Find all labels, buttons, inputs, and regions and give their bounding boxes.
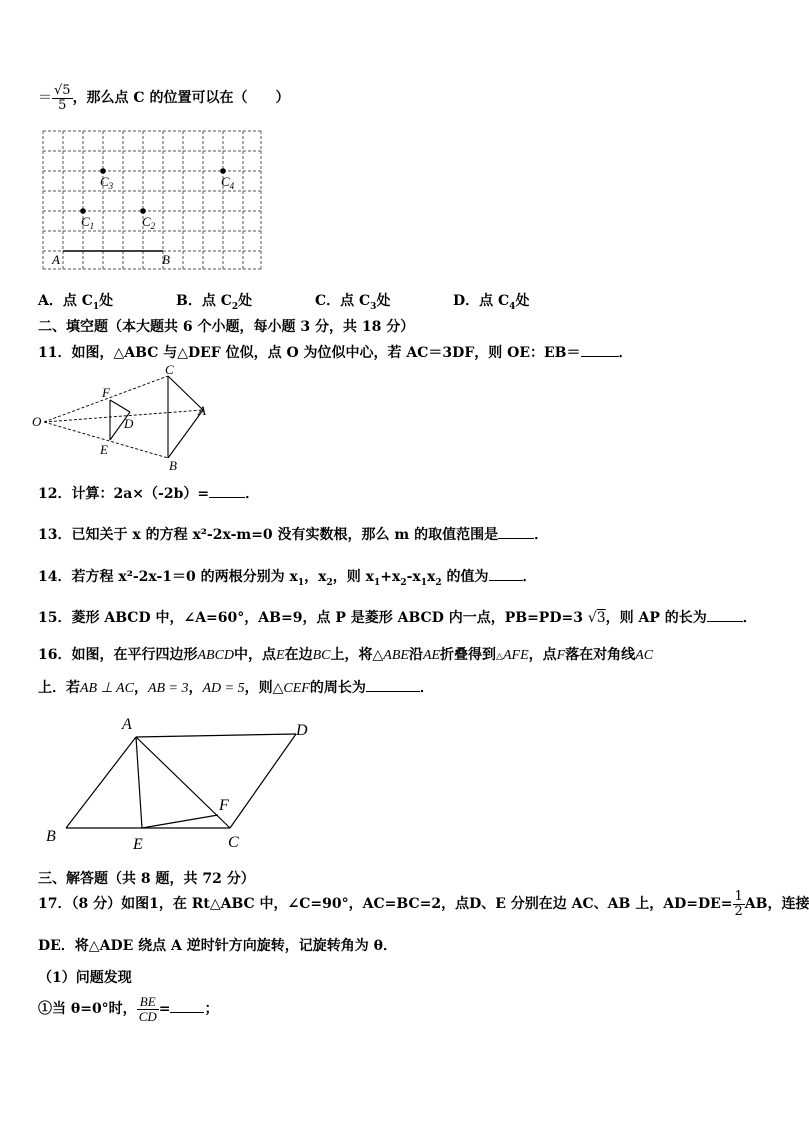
q17-item-1: ①当 θ=0°时， $\frac{BE}{CD}$ = ； xyxy=(38,994,219,1024)
point-c3 xyxy=(100,168,106,174)
answer-blank[interactable] xyxy=(489,580,523,581)
label-c3: $C_3$ xyxy=(100,174,114,191)
label-c: C xyxy=(165,362,174,377)
answer-blank[interactable] xyxy=(498,538,534,539)
q11-figure xyxy=(30,362,220,474)
label-a: A xyxy=(52,252,60,267)
q16-line-2: 上．若AB ⊥ AC，AB = 3，AD = 5，则△CEF的周长为 ． xyxy=(38,680,434,696)
equals-sign: ＝ xyxy=(38,90,52,107)
q17-line-1: 17．（8 分）如图1，在 Rt△ABC 中，∠C=90°，AC=BC=2，点D、E 分别在边 AC、AB 上，AD=DE= $\frac{1}{2}$ AB，连接 xyxy=(38,889,809,919)
point-c2 xyxy=(140,208,146,214)
option-d[interactable]: D．点 $C_4$处 xyxy=(453,293,530,312)
label-c: C xyxy=(228,834,239,851)
section-2-heading: 二、填空题（本大题共 6 个小题，每小题 3 分，共 18 分） xyxy=(38,319,415,335)
q17-part-1: （1）问题发现 xyxy=(38,970,132,986)
label-f: F xyxy=(219,797,229,814)
label-e: E xyxy=(100,442,108,457)
answer-blank[interactable] xyxy=(366,691,420,692)
label-b: B xyxy=(46,828,56,845)
label-c4: $C_4$ xyxy=(221,174,235,191)
label-f: F xyxy=(102,385,110,400)
answer-blank[interactable] xyxy=(581,356,619,357)
answer-blank[interactable] xyxy=(209,497,245,498)
answer-blank[interactable] xyxy=(170,1012,204,1013)
q17-line-2: DE．将△ADE 绕点 A 逆时针方向旋转，记旋转角为 θ． xyxy=(38,938,397,954)
be-over-cd-fraction: $\frac{BE}{CD}$ xyxy=(138,994,157,1024)
q15-text: 15．菱形 ABCD 中，∠A=60°，AB=9，点 P 是菱形 ABCD 内一点，PB=PD=3 √3，则 AP 的长为 ． xyxy=(38,610,757,626)
label-c2: $C_2$ xyxy=(142,214,156,231)
fraction-numerator: √5 xyxy=(54,83,71,98)
q12-text: 12．计算：2a×（-2b）= ． xyxy=(38,486,260,502)
label-a: A xyxy=(198,403,206,418)
q10-grid-figure xyxy=(40,128,264,272)
label-o: O xyxy=(32,414,42,429)
option-c[interactable]: C．点 $C_3$处 xyxy=(315,293,391,312)
label-b: B xyxy=(162,252,170,267)
point-c4 xyxy=(220,168,226,174)
option-b[interactable]: B．点 $C_2$处 xyxy=(176,293,253,312)
label-d: D xyxy=(296,722,308,739)
point-c1 xyxy=(80,208,86,214)
section-3-heading: 三、解答题（共 8 题，共 72 分） xyxy=(38,871,255,887)
label-a: A xyxy=(122,716,132,733)
label-c1: $C_1$ xyxy=(81,214,95,231)
q13-text: 13．已知关于 x 的方程 x²-2x-m=0 没有实数根，那么 m 的取值范围是 ． xyxy=(38,527,549,543)
label-d: D xyxy=(124,416,134,431)
answer-blank[interactable] xyxy=(707,621,743,622)
q16-figure xyxy=(40,712,320,854)
q14-text: 14．若方程 x²-2x-1＝0 的两根分别为 $x_1$，$x_2$，则 $x_1+x_2-x_1x_2$ 的值为 ． xyxy=(38,569,537,588)
q16-line-1: 16．如图，在平行四边形ABCD中，点E在边BC上，将△ABE沿AE折叠得到△AFE，点F落在对角线AC xyxy=(38,647,654,663)
label-b: B xyxy=(169,458,177,473)
q10-question-text: ，那么点 C 的位置可以在（ ） xyxy=(72,90,290,107)
label-e: E xyxy=(133,836,143,853)
q10-fraction xyxy=(52,84,73,112)
q11-text: 11．如图，△ABC 与△DEF 位似，点 O 为位似中心，若 AC＝3DF，则 OE：EB＝ ． xyxy=(38,345,633,361)
fraction-denominator: 5 xyxy=(58,97,67,113)
q17-half-fraction: $\frac{1}{2}$ xyxy=(734,889,743,919)
option-a[interactable]: A．点 $C_1$处 xyxy=(38,293,114,312)
q10-prefix-line xyxy=(38,84,289,112)
